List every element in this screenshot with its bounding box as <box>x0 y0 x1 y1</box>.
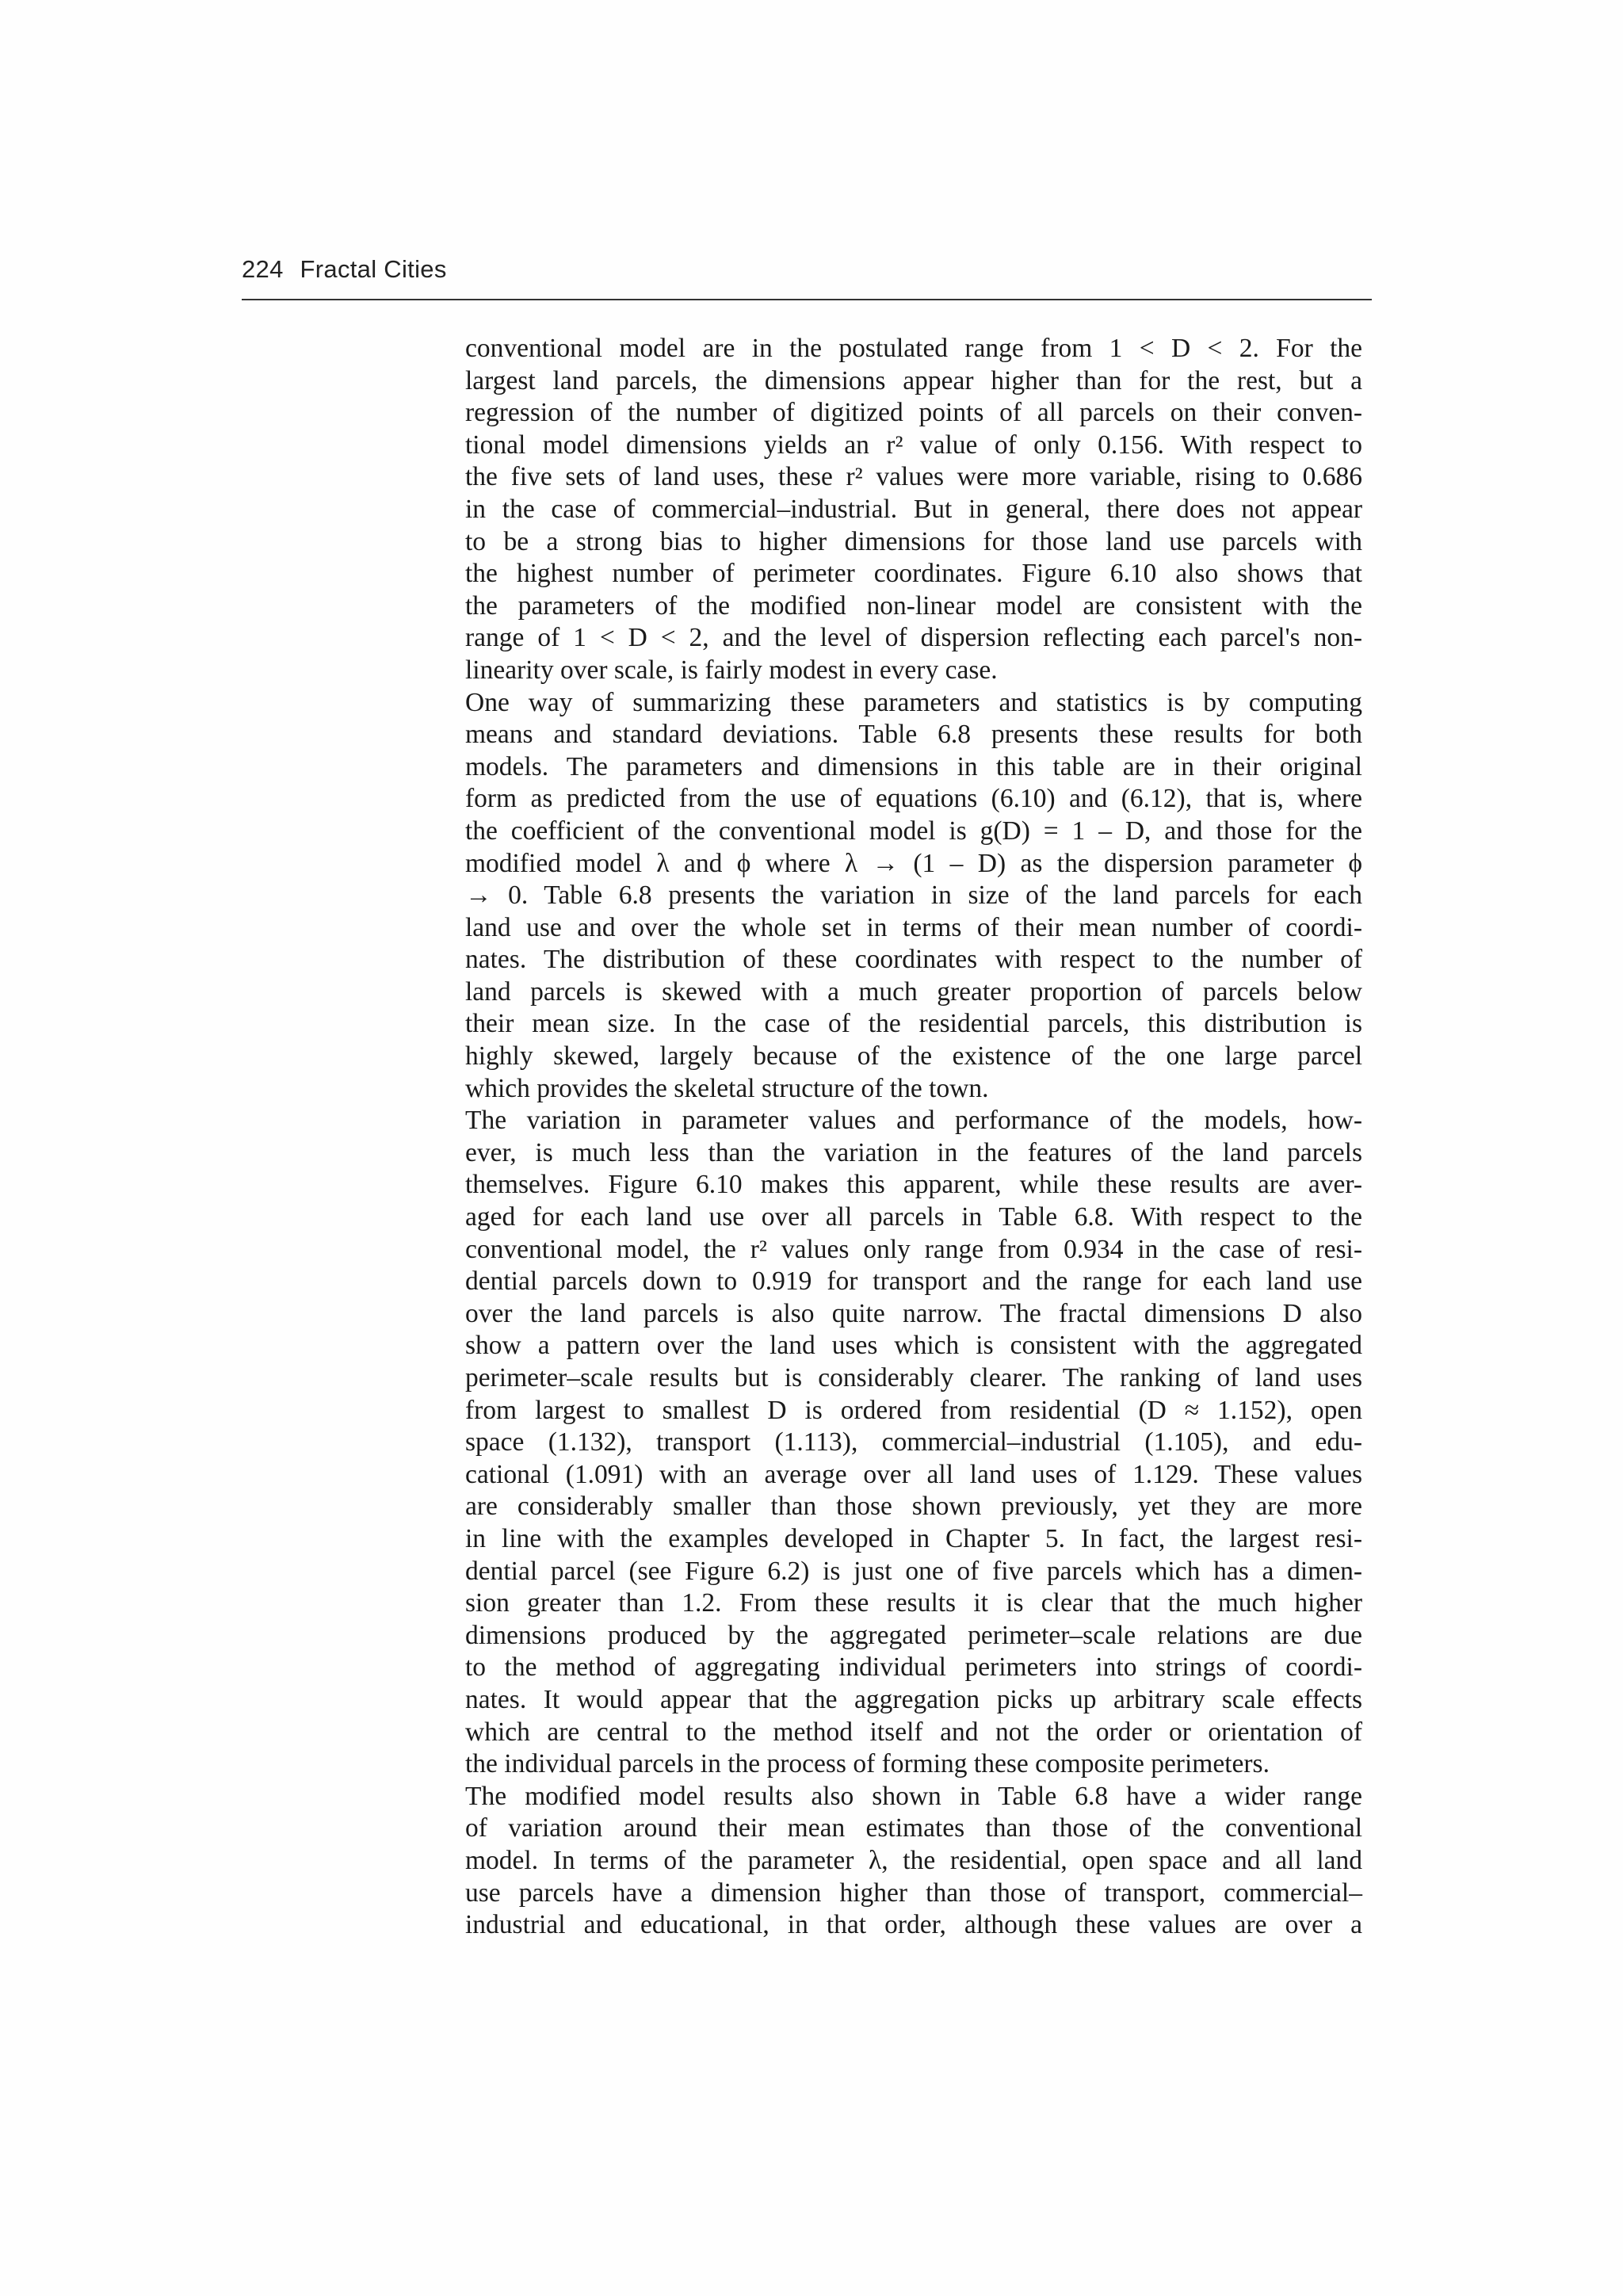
text-line: the five sets of land uses, these r² values were more variable, rising to 0.686 <box>465 462 1362 492</box>
text-line: regression of the number of digitized points of all parcels on their conven- <box>465 398 1362 428</box>
paragraph-4 <box>465 1781 1362 1942</box>
text-line: model. In terms of the parameter λ, the residential, open space and all land <box>465 1845 1362 1875</box>
text-line: form as predicted from the use of equations (6.10) and (6.12), that is, where <box>465 784 1362 814</box>
text-line: the coefficient of the conventional model is g(D) = 1 – D, and those for the <box>465 816 1362 846</box>
text-line: dimensions produced by the aggregated perimeter–scale relations are due <box>465 1620 1362 1650</box>
text-line: modified model λ and ϕ where λ → (1 – D) as the dispersion parameter ϕ <box>465 848 1362 878</box>
text-line: conventional model, the r² values only range from 0.934 in the case of resi- <box>465 1234 1362 1264</box>
text-line: The modified model results also shown in Table 6.8 have a wider range <box>465 1781 1362 1811</box>
text-line: themselves. Figure 6.10 makes this apparent, while these results are aver- <box>465 1170 1362 1200</box>
text-line: linearity over scale, is fairly modest in every case. <box>465 655 998 685</box>
text-line: of variation around their mean estimates than those of the conventional <box>465 1813 1362 1843</box>
text-line: models. The parameters and dimensions in this table are in their original <box>465 751 1362 781</box>
text-line: means and standard deviations. Table 6.8 presents these results for both <box>465 720 1362 750</box>
text-line: use parcels have a dimension higher than those of transport, commercial– <box>465 1878 1362 1908</box>
text-line: ever, is much less than the variation in the features of the land parcels <box>465 1137 1362 1167</box>
text-line: over the land parcels is also quite narrow. The fractal dimensions D also <box>465 1298 1362 1328</box>
text-line: nates. It would appear that the aggregation picks up arbitrary scale effects <box>465 1684 1362 1714</box>
text-line: cational (1.091) with an average over all land uses of 1.129. These values <box>465 1459 1362 1489</box>
text-line: dential parcel (see Figure 6.2) is just one of five parcels which has a dimen- <box>465 1556 1362 1586</box>
paragraph-3 <box>465 1105 1362 1780</box>
text-line: aged for each land use over all parcels in Table 6.8. With respect to the <box>465 1202 1362 1232</box>
text-line: the parameters of the modified non-linear model are consistent with the <box>465 590 1362 621</box>
text-line: in the case of commercial–industrial. But in general, there does not appear <box>465 494 1362 524</box>
text-line: perimeter–scale results but is considerably clearer. The ranking of land uses <box>465 1363 1362 1392</box>
text-line: land parcels is skewed with a much greater proportion of parcels below <box>465 976 1362 1007</box>
text-line: highly skewed, largely because of the existence of the one large parcel <box>465 1041 1362 1072</box>
running-head <box>242 255 447 284</box>
text-line: in line with the examples developed in Chapter 5. In fact, the largest resi- <box>465 1523 1362 1553</box>
text-line: tional model dimensions yields an r² value of only 0.156. With respect to <box>465 430 1362 460</box>
text-line: the individual parcels in the process of forming these composite perimeters. <box>465 1749 1270 1779</box>
text-line: which are central to the method itself and not the order or orientation of <box>465 1717 1362 1747</box>
text-line: to be a strong bias to higher dimensions for those land use parcels with <box>465 526 1362 556</box>
text-line: industrial and educational, in that order, although these values are over a <box>465 1910 1362 1940</box>
text-line: nates. The distribution of these coordinates with respect to the number of <box>465 945 1362 975</box>
text-line: space (1.132), transport (1.113), commercial–industrial (1.105), and edu- <box>465 1427 1362 1457</box>
body-text <box>465 333 1362 1942</box>
text-line: The variation in parameter values and performance of the models, how- <box>465 1106 1362 1136</box>
text-line: to the method of aggregating individual perimeters into strings of coordi- <box>465 1652 1362 1683</box>
header-rule <box>242 299 1372 300</box>
text-line: → 0. Table 6.8 presents the variation in size of the land parcels for each <box>465 881 1362 911</box>
text-line: which provides the skeletal structure of the town. <box>465 1073 989 1103</box>
text-line: range of 1 < D < 2, and the level of dispersion reflecting each parcel's non- <box>465 623 1362 653</box>
text-line: sion greater than 1.2. From these results it is clear that the much higher <box>465 1588 1362 1618</box>
text-line: are considerably smaller than those shown previously, yet they are more <box>465 1492 1362 1522</box>
book-title: Fractal Cities <box>300 255 447 283</box>
text-line: largest land parcels, the dimensions appear higher than for the rest, but a <box>465 365 1362 395</box>
text-line: the highest number of perimeter coordinates. Figure 6.10 also shows that <box>465 559 1362 589</box>
text-line: show a pattern over the land uses which is consistent with the aggregated <box>465 1331 1362 1361</box>
text-line: from largest to smallest D is ordered from residential (D ≈ 1.152), open <box>465 1395 1362 1425</box>
text-line: conventional model are in the postulated range from 1 < D < 2. For the <box>465 334 1362 363</box>
text-line: their mean size. In the case of the residential parcels, this distribution is <box>465 1009 1362 1039</box>
paragraph-2 <box>465 687 1362 1106</box>
text-line: dential parcels down to 0.919 for transport and the range for each land use <box>465 1266 1362 1297</box>
text-line: land use and over the whole set in terms of their mean number of coordi- <box>465 912 1362 942</box>
paragraph-1 <box>465 333 1362 687</box>
page-number: 224 <box>242 255 284 283</box>
text-line: One way of summarizing these parameters and statistics is by computing <box>465 687 1362 717</box>
